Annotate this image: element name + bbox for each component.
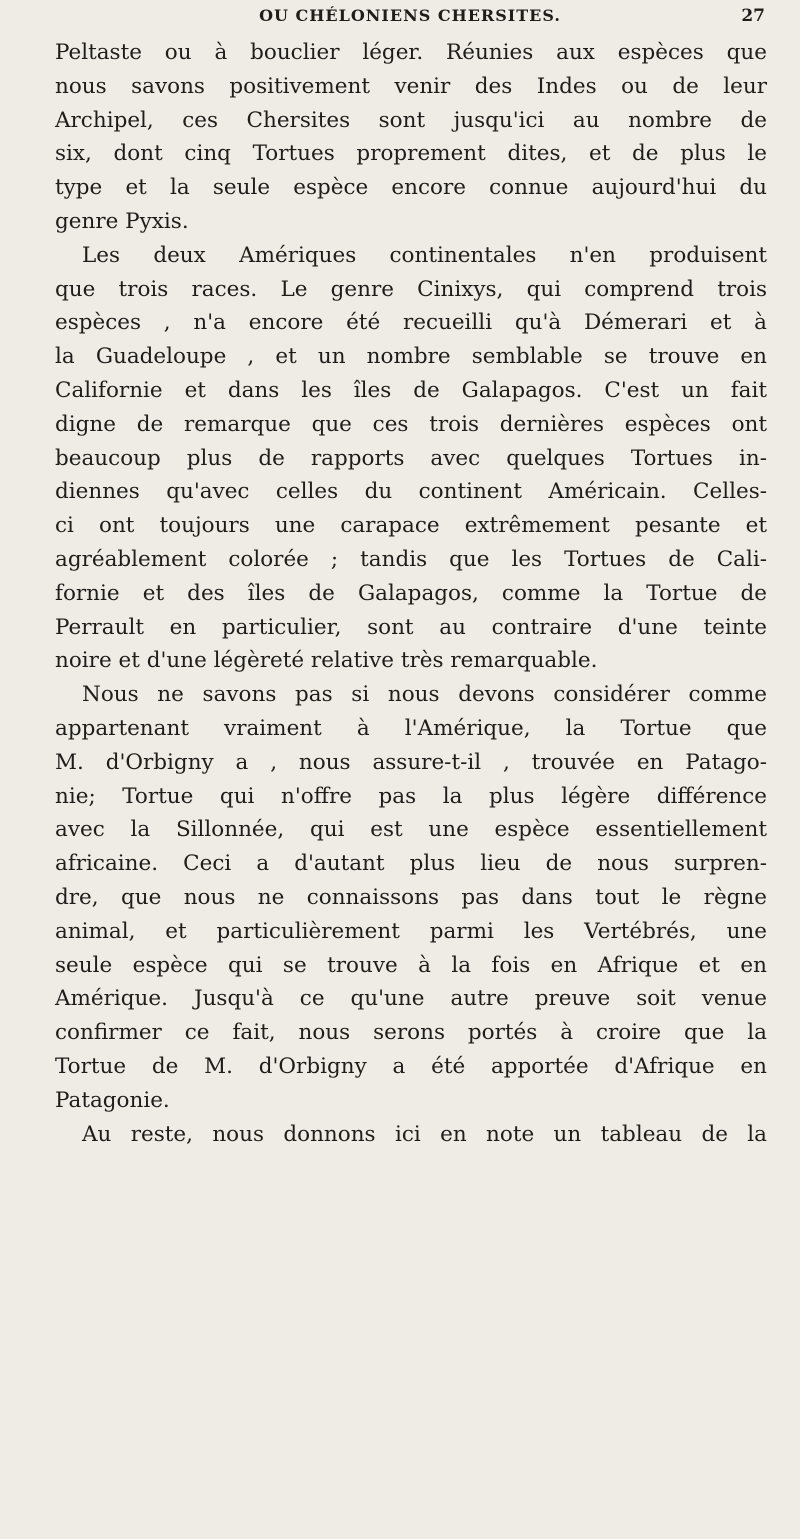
- text-line: appartenant vraiment à l'Amérique, la Tortue que: [55, 715, 767, 741]
- text-line: Au reste, nous donnons ici en note un tableau de la: [82, 1121, 767, 1147]
- text-line: ci ont toujours une carapace extrêmement pesante et: [55, 513, 767, 539]
- text-line: Tortue de M. d'Orbigny a été apportée d'Afrique en: [55, 1053, 767, 1079]
- text-line: type et la seule espèce encore connue aujourd'hui du: [55, 175, 767, 201]
- text-line: Peltaste ou à bouclier léger. Réunies aux espèces que: [55, 40, 767, 65]
- text-line: nous savons positivement venir des Indes ou de leur: [55, 73, 767, 99]
- text-line: Les deux Amériques continentales n'en produisent: [82, 242, 767, 268]
- text-line: Patagonie.: [55, 1087, 170, 1113]
- text-line: Californie et dans les îles de Galapagos. C'est un fait: [55, 377, 767, 403]
- text-line: espèces , n'a encore été recueilli qu'à Démerari et à: [55, 310, 767, 336]
- text-line: que trois races. Le genre Cinixys, qui comprend trois: [55, 276, 767, 302]
- text-line: Archipel, ces Chersites sont jusqu'ici au nombre de: [55, 107, 767, 133]
- text-line: agréablement colorée ; tandis que les Tortues de Cali-: [55, 546, 767, 572]
- text-line: noire et d'une légèreté relative très remarquable.: [55, 648, 598, 674]
- text-line: M. d'Orbigny a , nous assure-t-il , trouvée en Patago-: [55, 749, 767, 775]
- text-line: fornie et des îles de Galapagos, comme la Tortue de: [55, 580, 767, 606]
- text-line: confirmer ce fait, nous serons portés à croire que la: [55, 1020, 767, 1046]
- text-line: Nous ne savons pas si nous devons considérer comme: [82, 682, 767, 708]
- text-line: africaine. Ceci a d'autant plus lieu de nous surpren-: [55, 851, 767, 877]
- body-text: [55, 36, 767, 1151]
- text-line: diennes qu'avec celles du continent Américain. Celles-: [55, 479, 767, 505]
- text-line: seule espèce qui se trouve à la fois en Afrique et en: [55, 952, 767, 978]
- text-line: Amérique. Jusqu'à ce qu'une autre preuve soit venue: [55, 986, 767, 1012]
- text-line: la Guadeloupe , et un nombre semblable se trouve en: [55, 344, 767, 370]
- text-line: six, dont cinq Tortues proprement dites, et de plus le: [55, 141, 767, 167]
- text-line: genre Pyxis.: [55, 208, 189, 234]
- text-line: avec la Sillonnée, qui est une espèce essentiellement: [55, 817, 767, 843]
- text-line: dre, que nous ne connaissons pas dans tout le règne: [55, 884, 767, 910]
- page-header: [55, 4, 765, 30]
- running-head: OU CHÉLONIENS CHERSITES.: [259, 6, 561, 25]
- text-line: Perrault en particulier, sont au contraire d'une teinte: [55, 614, 767, 640]
- text-line: beaucoup plus de rapports avec quelques Tortues in-: [55, 445, 767, 471]
- text-line: nie; Tortue qui n'offre pas la plus légère différence: [55, 783, 767, 809]
- page-number: 27: [741, 6, 765, 26]
- text-line: digne de remarque que ces trois dernières espèces ont: [55, 411, 767, 437]
- text-line: animal, et particulièrement parmi les Vertébrés, une: [55, 918, 767, 944]
